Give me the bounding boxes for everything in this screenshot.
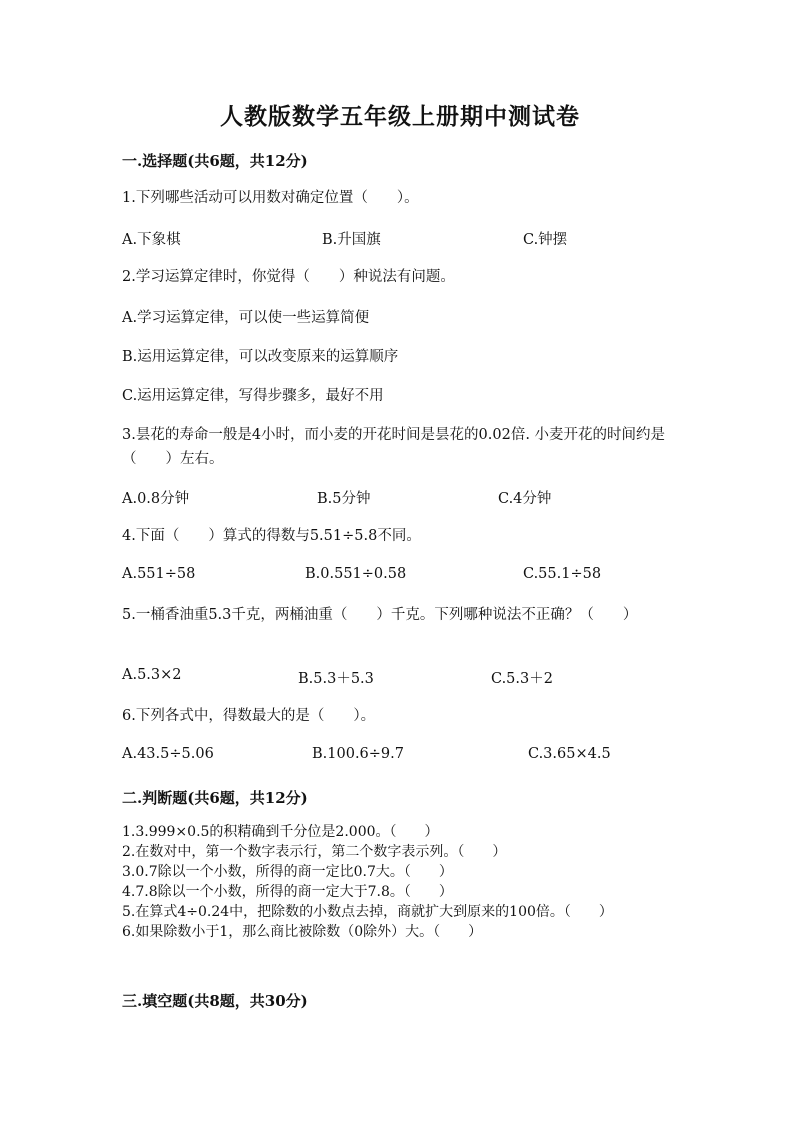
- option-c: C.55.1÷58: [523, 566, 602, 582]
- option-c: C.5.3＋2: [491, 671, 553, 687]
- question-4-options: [122, 566, 682, 586]
- option-c: C.4分钟: [498, 491, 552, 507]
- section-heading-fill: 三.填空题(共8题，共30分): [122, 992, 308, 1010]
- option-c: C.3.65×4.5: [528, 746, 611, 762]
- option-b: B.5分钟: [317, 491, 371, 507]
- judge-question-6: 6.如果除数小于1，那么商比被除数（0除外）大。（ ）: [122, 924, 483, 940]
- option-b: B.100.6÷9.7: [312, 746, 404, 762]
- question-1-options: [122, 228, 682, 248]
- option-c: C.钟摆: [523, 232, 568, 248]
- option-a: A.下象棋: [122, 232, 181, 248]
- judge-question-1: 1.3.999×0.5的积精确到千分位是2.000。（ ）: [122, 824, 439, 840]
- judge-question-2: 2.在数对中，第一个数字表示行，第二个数字表示列。（ ）: [122, 844, 507, 860]
- option-b: B.5.3＋5.3: [298, 671, 374, 687]
- question-2-option-c: C.运用运算定律，写得步骤多，最好不用: [122, 388, 384, 404]
- question-2-option-a: A.学习运算定律，可以使一些运算简便: [122, 310, 370, 326]
- option-a: A.0.8分钟: [122, 491, 190, 507]
- question-5-stem: 5.一桶香油重5.3千克，两桶油重（ ）千克。下列哪种说法不正确？（ ）: [122, 607, 638, 623]
- option-b: B.0.551÷0.58: [305, 566, 407, 582]
- page-title: 人教版数学五年级上册期中测试卷: [220, 103, 580, 130]
- question-2-option-b: B.运用运算定律，可以改变原来的运算顺序: [122, 349, 399, 365]
- option-b: B.升国旗: [322, 232, 381, 248]
- question-5-options: [122, 667, 682, 687]
- option-a: A.5.3×2: [122, 667, 182, 683]
- question-6-options: [122, 746, 682, 766]
- option-a: A.551÷58: [122, 566, 196, 582]
- question-1-stem: 1.下列哪些活动可以用数对确定位置（ ）。: [122, 190, 419, 206]
- question-4-stem: 4.下面（ ）算式的得数与5.51÷5.8不同。: [122, 528, 421, 544]
- section-heading-choice: 一.选择题(共6题，共12分): [122, 152, 308, 170]
- section-heading-judge: 二.判断题(共6题，共12分): [122, 789, 308, 807]
- judge-question-5: 5.在算式4÷0.24中，把除数的小数点去掉，商就扩大到原来的100倍。（ ）: [122, 904, 613, 920]
- question-2-stem: 2.学习运算定律时，你觉得（ ）种说法有问题。: [122, 269, 455, 285]
- option-a: A.43.5÷5.06: [122, 746, 214, 762]
- judge-question-4: 4.7.8除以一个小数，所得的商一定大于7.8。（ ）: [122, 884, 453, 900]
- question-6-stem: 6.下列各式中，得数最大的是（ ）。: [122, 708, 376, 724]
- question-3-stem: 3.昙花的寿命一般是4小时，而小麦的开花时间是昙花的0.02倍. 小麦开花的时间约是（ ）左右。: [122, 427, 666, 467]
- judge-question-3: 3.0.7除以一个小数，所得的商一定比0.7大。（ ）: [122, 864, 453, 880]
- judge-question-list: [122, 822, 662, 942]
- question-3-options: [122, 487, 682, 507]
